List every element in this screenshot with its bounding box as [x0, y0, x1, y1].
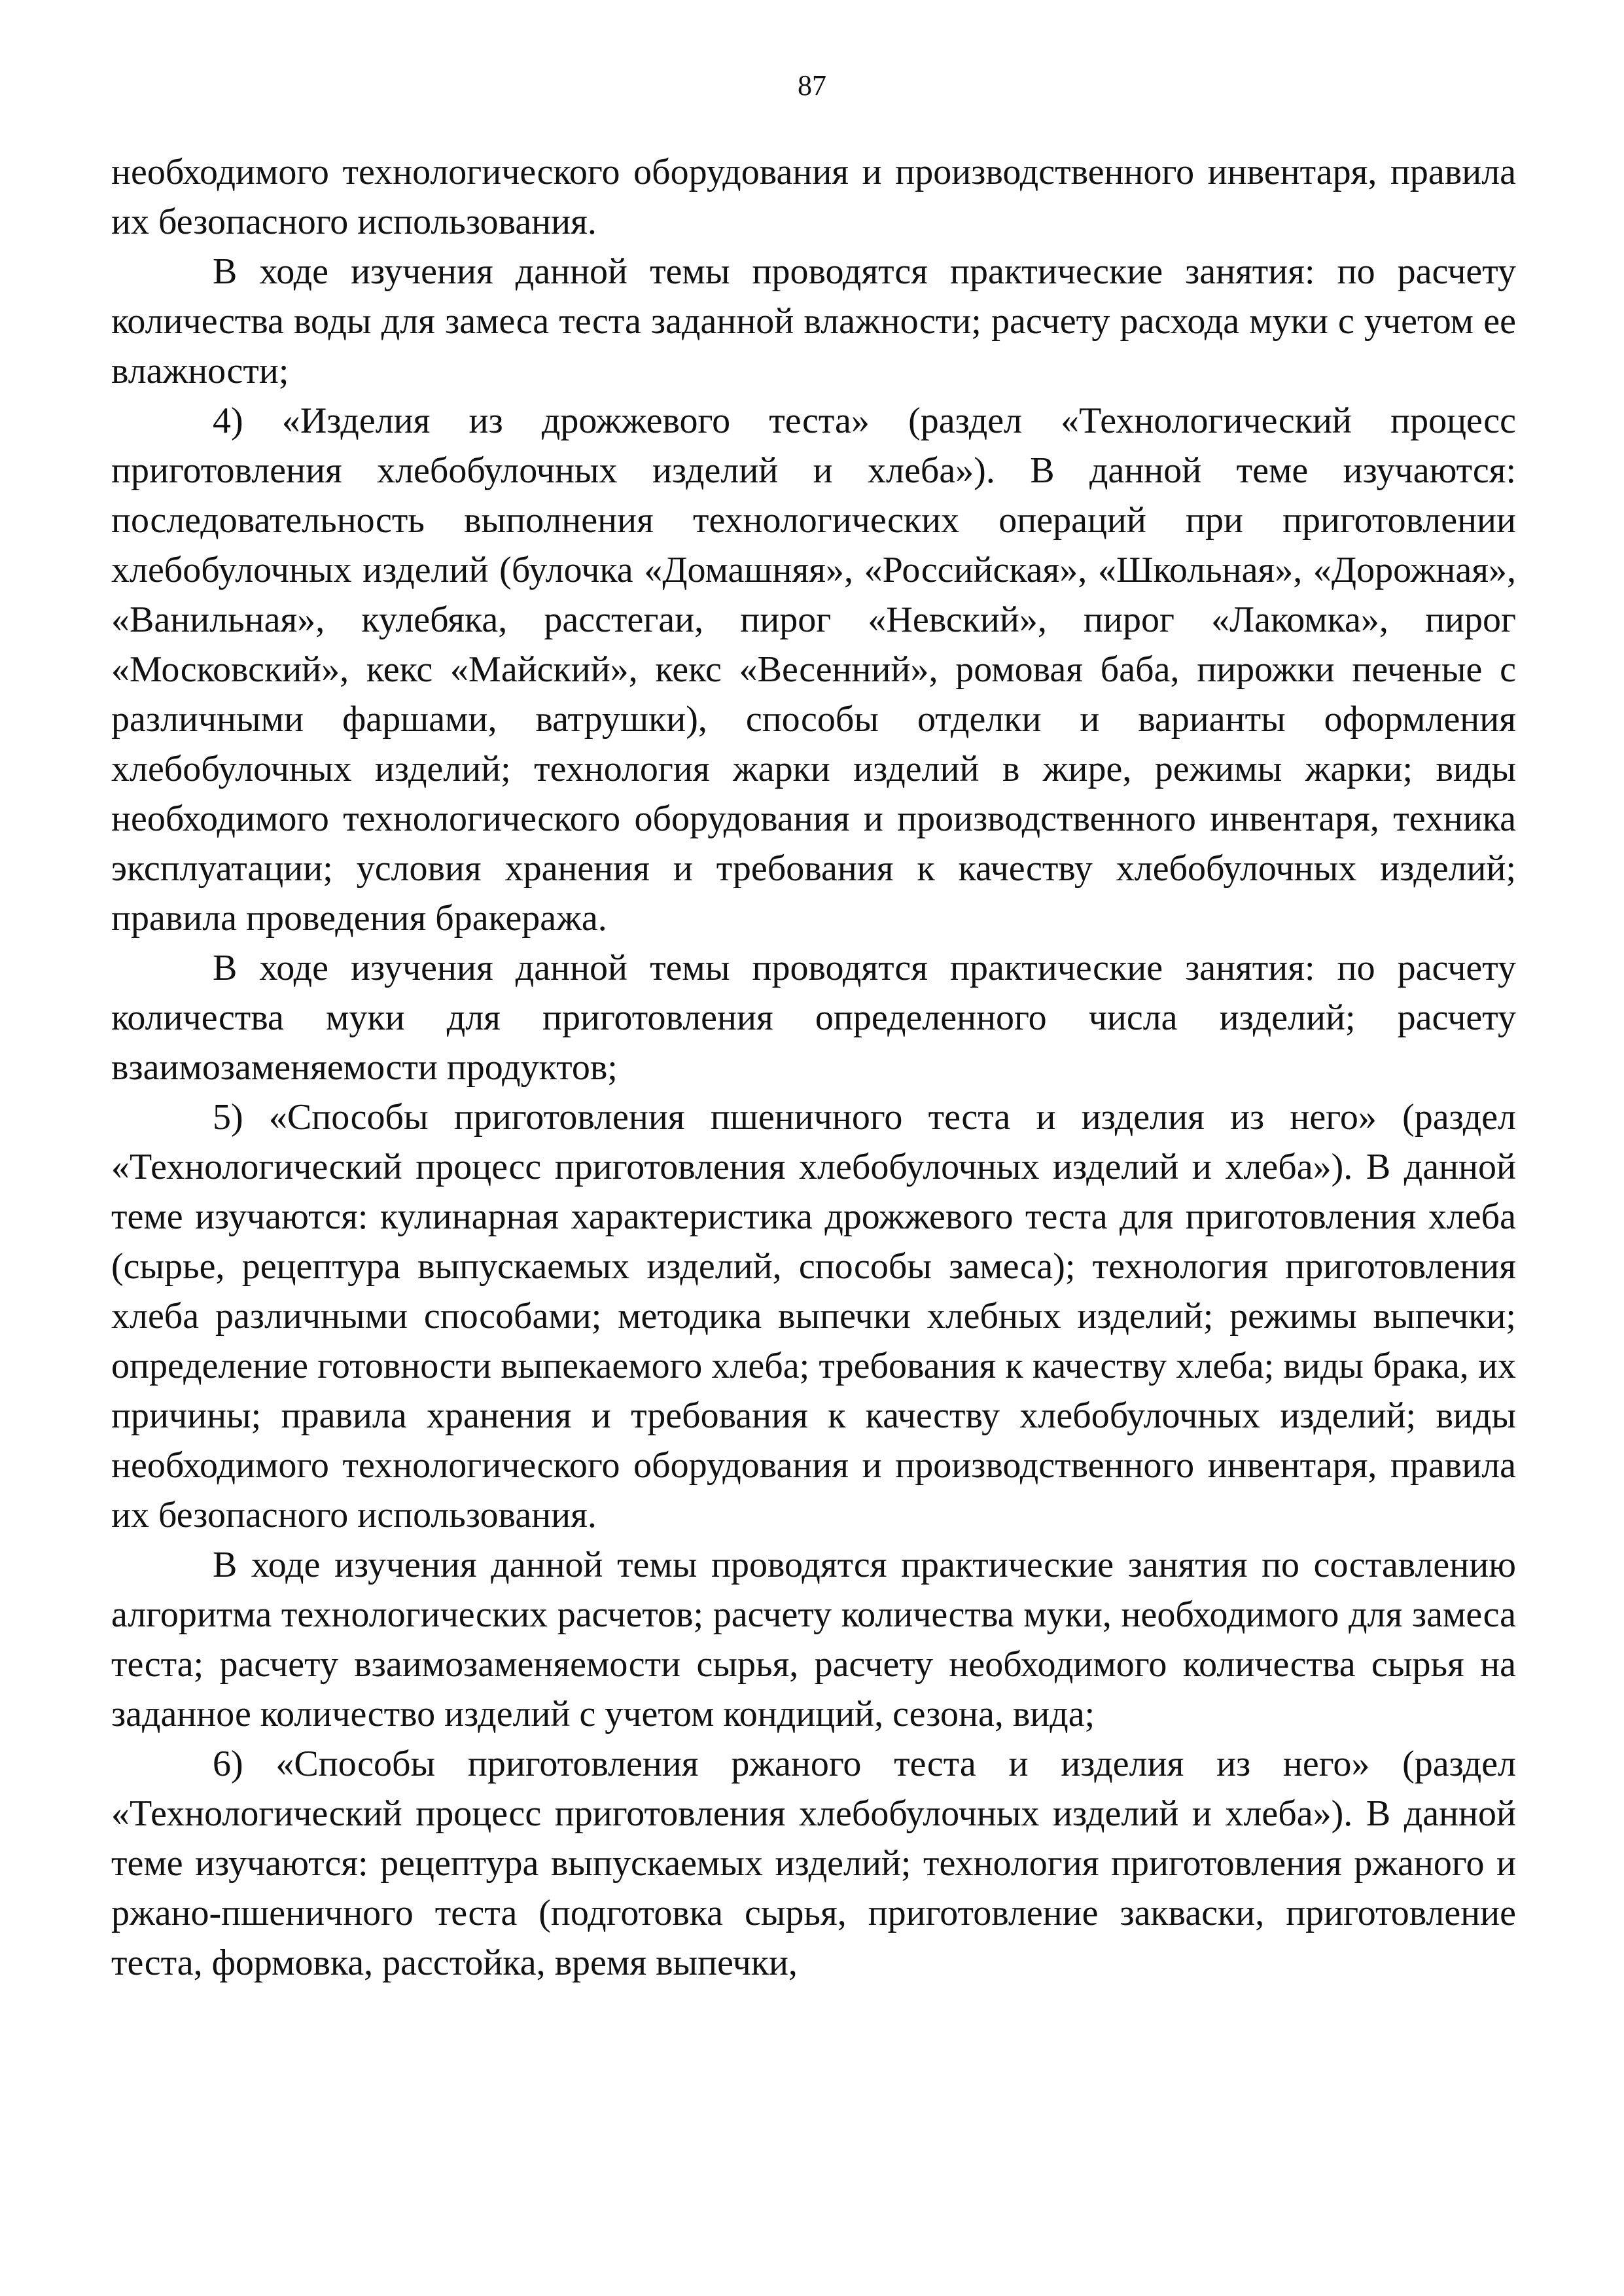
paragraph: В ходе изучения данной темы проводятся практические занятия по составлению алгоритма технологических расчетов; расчету количества муки, необходимого для замеса теста; расчету взаимозаменяемости сырья, расчету необходимого количества сырья на заданное количество изделий с учетом кондиций, сезона, вида; — [111, 1545, 1516, 1734]
paragraph: В ходе изучения данной темы проводятся практические занятия: по расчету количества воды для замеса теста заданной влажности; расчету расхода муки с учетом ее влажности; — [111, 251, 1516, 391]
paragraph: 6) «Способы приготовления ржаного теста и изделия из него» (раздел «Технологический процесс приготовления хлебобулочных изделий и хлеба»). В данной теме изучаются: рецептура выпускаемых изделий; технология приготовления ржаного и ржано-пшеничного теста (подготовка сырья, приготовление закваски, приготовление теста, формовка, расстойка, время выпечки, — [111, 1744, 1516, 1983]
paragraph: 5) «Способы приготовления пшеничного теста и изделия из него» (раздел «Технологический процесс приготовления хлебобулочных изделий и хлеба»). В данной теме изучаются: кулинарная характеристика дрожжевого теста для приготовления хлеба (сырье, рецептура выпускаемых изделий, способы замеса); технология приготовления хлеба различными способами; методика выпечки хлебных изделий; режимы выпечки; определение готовности выпекаемого хлеба; требования к качеству хлеба; виды брака, их причины; правила хранения и требования к качеству хлебобулочных изделий; виды необходимого технологического оборудования и производственного инвентаря, правила их безопасного использования. — [111, 1097, 1516, 1535]
page-number: 87 — [798, 69, 826, 101]
paragraph-continuation: необходимого технологического оборудования и производственного инвентаря, правила их безопасного использования. — [111, 152, 1516, 242]
paragraph: В ходе изучения данной темы проводятся практические занятия: по расчету количества муки для приготовления определенного числа изделий; расчету взаимозаменяемости продуктов; — [111, 948, 1516, 1088]
paragraph: 4) «Изделия из дрожжевого теста» (раздел «Технологический процесс приготовления хлебобулочных изделий и хлеба»). В данной теме изучаются: последовательность выполнения технологических операций при приготовлении хлебобулочных изделий (булочка «Домашняя», «Российская», «Школьная», «Дорожная», «Ванильная», кулебяка, расстегаи, пирог «Невский», пирог «Лакомка», пирог «Московский», кекс «Майский», кекс «Весенний», ромовая баба, пирожки печеные с различными фаршами, ватрушки), способы отделки и варианты оформления хлебобулочных изделий; технология жарки изделий в жире, режимы жарки; виды необходимого технологического оборудования и производственного инвентаря, техника эксплуатации; условия хранения и требования к качеству хлебобулочных изделий; правила проведения бракеража. — [111, 401, 1516, 939]
body-text — [111, 147, 1516, 1988]
